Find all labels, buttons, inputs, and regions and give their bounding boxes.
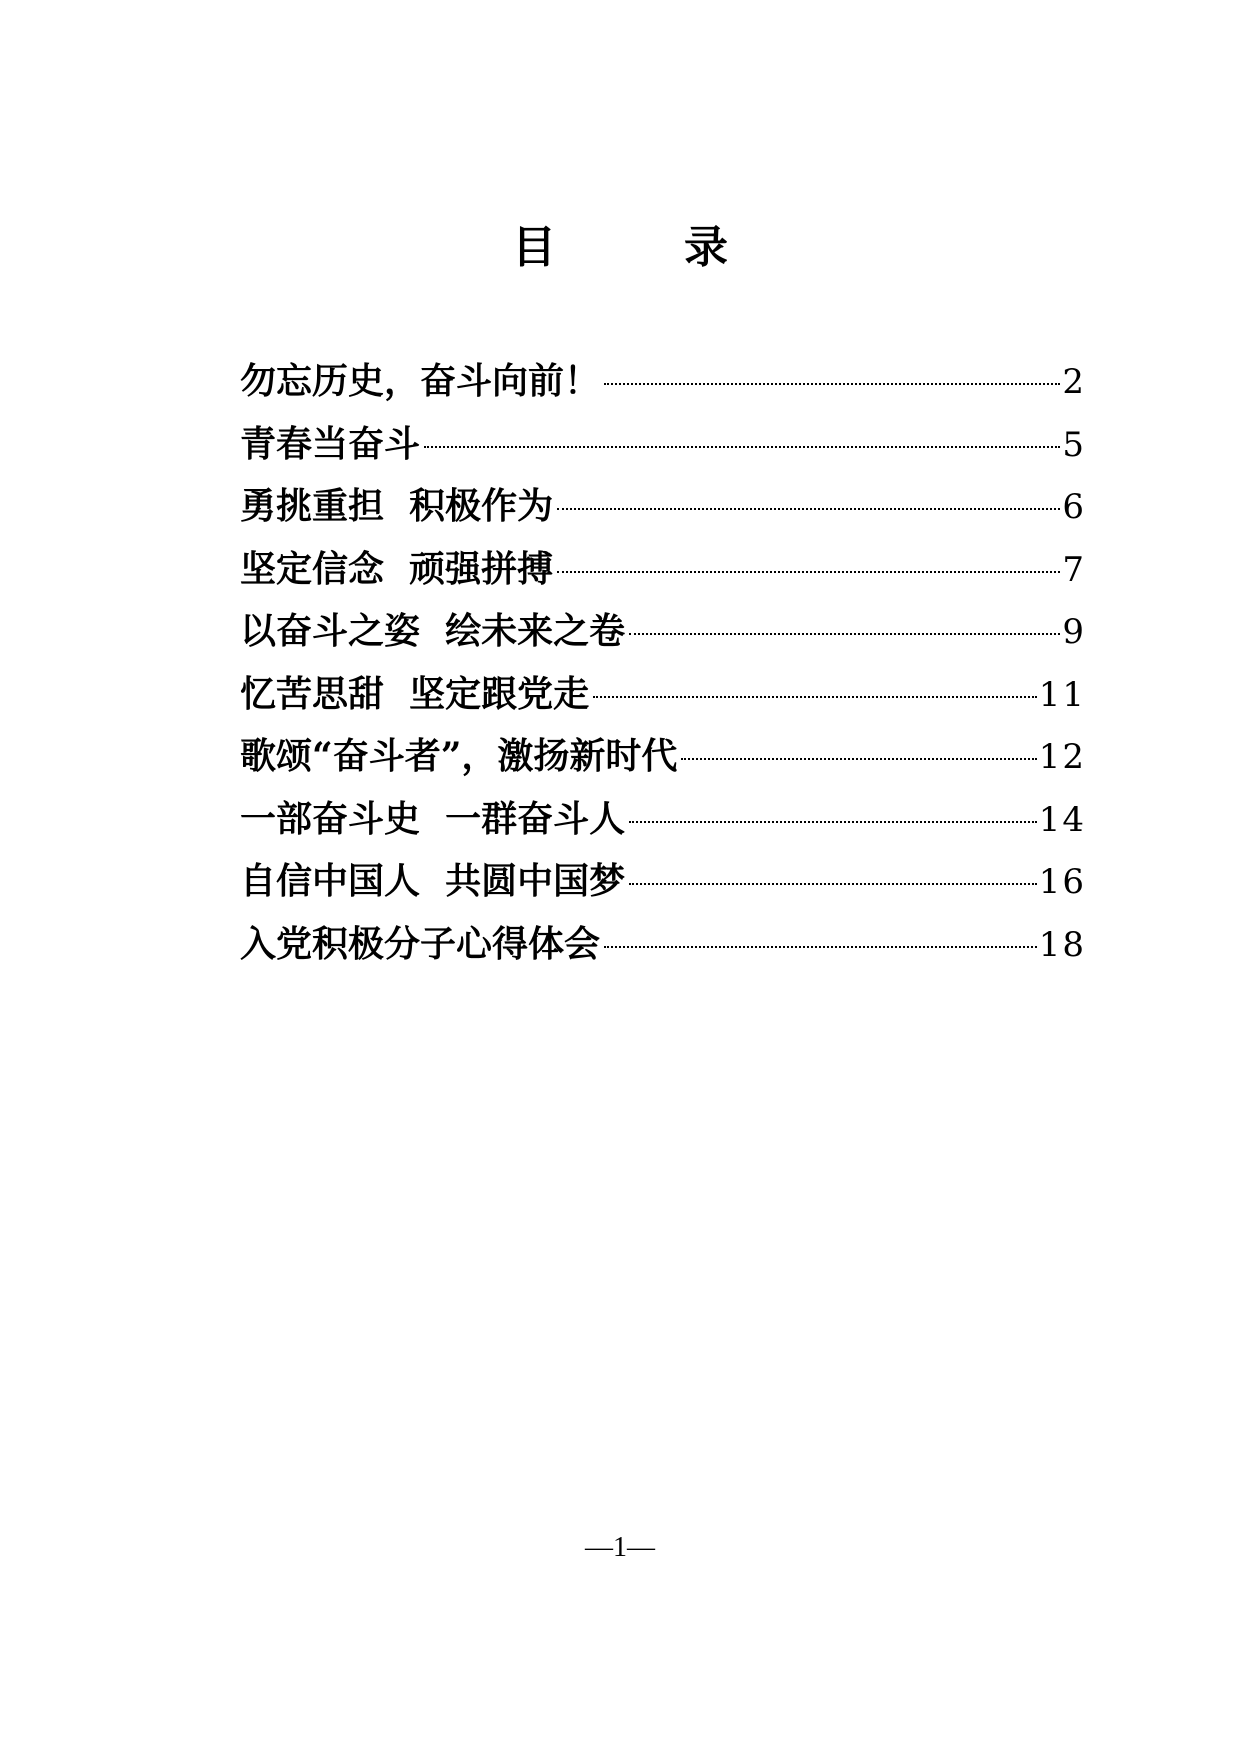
toc-entry-title: 忆苦思甜 坚定跟党走 bbox=[240, 672, 590, 715]
toc-entry[interactable] bbox=[240, 413, 1086, 476]
toc-entry[interactable] bbox=[240, 913, 1086, 976]
toc-entry-title: 以奋斗之姿 绘未来之卷 bbox=[240, 610, 626, 652]
toc-entry[interactable] bbox=[240, 725, 1086, 788]
toc-entry-title: 青春当奋斗 bbox=[240, 422, 421, 465]
toc-entry[interactable] bbox=[240, 850, 1086, 913]
toc-entry-page: 11 bbox=[1038, 674, 1086, 715]
dot-leader bbox=[629, 821, 1037, 823]
toc-entry-title: 一部奋斗史 一群奋斗人 bbox=[240, 797, 626, 840]
toc-entry-page: 12 bbox=[1038, 737, 1086, 777]
toc-entry-title: 勇挑重担 积极作为 bbox=[240, 485, 554, 527]
toc-entry-page: 2 bbox=[1062, 362, 1086, 402]
toc-entry-page: 5 bbox=[1062, 424, 1086, 465]
toc-entry-title: 歌颂“奋斗者”，激扬新时代 bbox=[240, 735, 678, 777]
toc-entry[interactable] bbox=[240, 788, 1086, 851]
toc-entry-title: 勿忘历史，奋斗向前！ bbox=[240, 360, 601, 402]
dot-leader bbox=[629, 633, 1060, 635]
toc-entry-title: 自信中国人 共圆中国梦 bbox=[240, 860, 626, 902]
dot-leader bbox=[681, 758, 1036, 760]
dot-leader bbox=[557, 508, 1060, 510]
dot-leader bbox=[604, 946, 1037, 948]
toc-title: 目 录 bbox=[512, 222, 770, 273]
toc-entry[interactable] bbox=[240, 538, 1086, 601]
toc-entry-page: 9 bbox=[1062, 612, 1086, 652]
toc-entry-page: 14 bbox=[1038, 799, 1086, 840]
toc-entry[interactable] bbox=[240, 600, 1086, 663]
dot-leader bbox=[629, 883, 1037, 885]
toc-entry-page: 18 bbox=[1038, 924, 1086, 965]
toc-entry-page: 16 bbox=[1038, 862, 1086, 902]
dot-leader bbox=[557, 571, 1060, 573]
toc-entry[interactable] bbox=[240, 350, 1086, 413]
toc-entry[interactable] bbox=[240, 663, 1086, 726]
dot-leader bbox=[604, 383, 1060, 385]
toc-entry[interactable] bbox=[240, 475, 1086, 538]
toc-entry-page: 7 bbox=[1062, 549, 1086, 590]
dot-leader bbox=[593, 696, 1037, 698]
toc-entry-title: 入党积极分子心得体会 bbox=[240, 922, 601, 965]
toc-entry-page: 6 bbox=[1062, 487, 1086, 527]
page-number: —1— bbox=[585, 1532, 655, 1563]
toc-list bbox=[240, 350, 1086, 975]
toc-entry-title: 坚定信念 顽强拼搏 bbox=[240, 547, 554, 590]
dot-leader bbox=[424, 446, 1060, 448]
